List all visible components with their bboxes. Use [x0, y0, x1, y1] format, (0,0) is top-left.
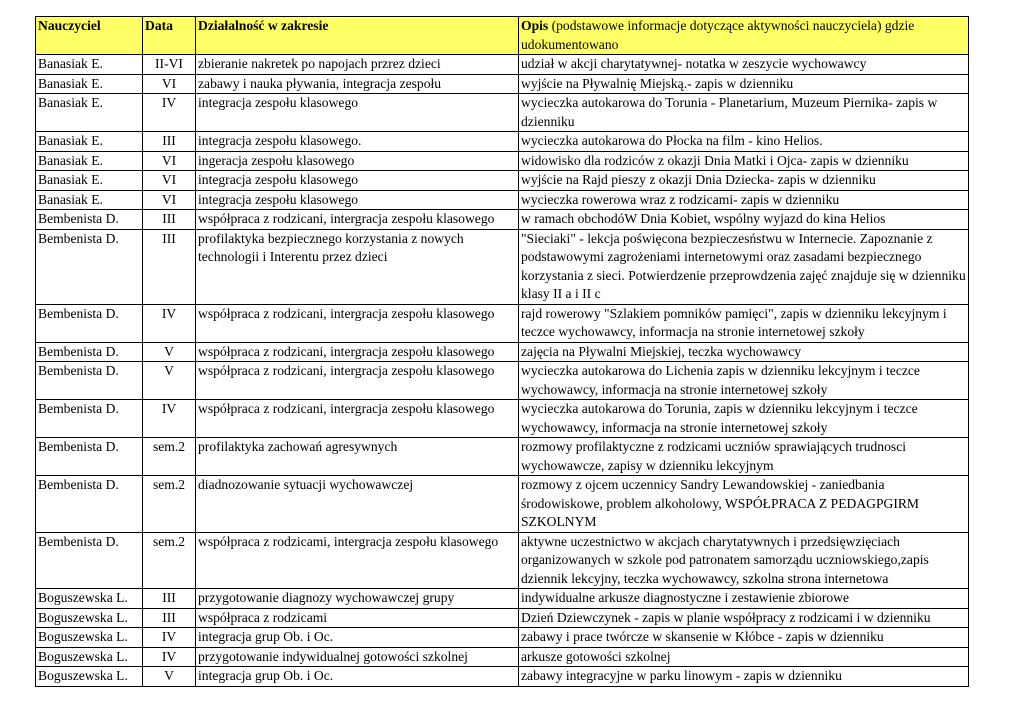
table-row — [36, 304, 969, 342]
cell-teacher: Bembenista D. — [36, 362, 143, 400]
cell-description: wycieczka autokarowa do Torunia - Planetarium, Muzeum Piernika- zapis w dzienniku — [519, 94, 969, 132]
header-description — [519, 17, 969, 55]
cell-activity: integracja zespołu klasowego. — [196, 132, 519, 152]
cell-description: wycieczka autokarowa do Lichenia zapis w dzienniku lekcyjnym i teczce wychowawcy, informacja na stronie internetowej szkoły — [519, 362, 969, 400]
cell-teacher: Boguszewska L. — [36, 589, 143, 609]
cell-description: zabawy integracyjne w parku linowym - zapis w dzienniku — [519, 667, 969, 687]
cell-activity: profilaktyka zachowań agresywnych — [196, 438, 519, 476]
cell-activity: współpraca z rodzicami, intergracja zespołu klasowego — [196, 532, 519, 589]
cell-date: VI — [143, 151, 196, 171]
cell-activity: integracja grup Ob. i Oc. — [196, 667, 519, 687]
cell-teacher: Bembenista D. — [36, 438, 143, 476]
cell-date: III — [143, 229, 196, 304]
cell-activity: integracja zespołu klasowego — [196, 190, 519, 210]
cell-description: wyjście na Pływalnię Miejską.- zapis w dzienniku — [519, 74, 969, 94]
table-row — [36, 229, 969, 304]
cell-date: III — [143, 210, 196, 230]
cell-description: rozmowy profilaktyczne z rodzicami uczniów sprawiających trudnosci wychowawcze, zapisy w dzienniku lekcyjnym — [519, 438, 969, 476]
cell-description: arkusze gotowości szkolnej — [519, 647, 969, 667]
table-row — [36, 647, 969, 667]
table-row — [36, 667, 969, 687]
cell-date: V — [143, 667, 196, 687]
table-row — [36, 210, 969, 230]
cell-teacher: Bembenista D. — [36, 304, 143, 342]
cell-activity: integracja zespołu klasowego — [196, 94, 519, 132]
cell-activity: przygotowanie diagnozy wychowawczej grupy — [196, 589, 519, 609]
cell-activity: integracja grup Ob. i Oc. — [196, 628, 519, 648]
cell-description: wycieczka autokarowa do Płocka na film - kino Helios. — [519, 132, 969, 152]
cell-date: III — [143, 589, 196, 609]
cell-date: IV — [143, 94, 196, 132]
table-row — [36, 628, 969, 648]
table-row — [36, 608, 969, 628]
cell-description: rajd rowerowy "Szlakiem pomników pamięci", zapis w dzienniku lekcyjnym i teczce wychowawcy, informacja na stronie internetowej szkoły — [519, 304, 969, 342]
table-row — [36, 476, 969, 533]
cell-date: sem.2 — [143, 532, 196, 589]
cell-teacher: Boguszewska L. — [36, 628, 143, 648]
cell-teacher: Bembenista D. — [36, 229, 143, 304]
table-row — [36, 171, 969, 191]
cell-teacher: Bembenista D. — [36, 532, 143, 589]
header-date: Data — [143, 17, 196, 55]
cell-date: II-VI — [143, 55, 196, 75]
table-row — [36, 438, 969, 476]
header-row — [36, 17, 969, 55]
cell-date: V — [143, 362, 196, 400]
cell-date: IV — [143, 647, 196, 667]
cell-activity: zbieranie nakretek po napojach przrez dzieci — [196, 55, 519, 75]
cell-date: VI — [143, 74, 196, 94]
table-row — [36, 151, 969, 171]
cell-activity: współpraca z rodzicani, intergracja zespołu klasowego — [196, 342, 519, 362]
cell-activity: współpraca z rodzicani, intergracja zespołu klasowego — [196, 210, 519, 230]
table-row — [36, 55, 969, 75]
cell-teacher: Boguszewska L. — [36, 647, 143, 667]
cell-date: V — [143, 342, 196, 362]
cell-date: IV — [143, 304, 196, 342]
cell-description: zajęcia na Pływalni Miejskiej, teczka wychowawcy — [519, 342, 969, 362]
cell-description: aktywne uczestnictwo w akcjach charytatywnych i przedsięwzięciach organizowanych w szkole pod patronatem samorządu uczniowskiego,zapis dziennik lekcyjny, teczka wychowawcy, szkolna strona internetowa — [519, 532, 969, 589]
cell-description: Dzień Dziewczynek - zapis w planie współpracy z rodzicami i w dzienniku — [519, 608, 969, 628]
table-row — [36, 532, 969, 589]
cell-description: udział w akcji charytatywnej- notatka w zeszycie wychowawcy — [519, 55, 969, 75]
cell-description: wycieczka rowerowa wraz z rodzicami- zapis w dzienniku — [519, 190, 969, 210]
cell-description: wyjście na Rajd pieszy z okazji Dnia Dziecka- zapis w dzienniku — [519, 171, 969, 191]
cell-teacher: Bembenista D. — [36, 342, 143, 362]
table-row — [36, 132, 969, 152]
cell-teacher: Banasiak E. — [36, 132, 143, 152]
cell-teacher: Banasiak E. — [36, 74, 143, 94]
cell-description: zabawy i prace twórcze w skansenie w Kłóbce - zapis w dzienniku — [519, 628, 969, 648]
cell-description: wycieczka autokarowa do Torunia, zapis w dzienniku lekcyjnym i teczce wychowawcy, informacja na stronie internetowej szkoły — [519, 400, 969, 438]
cell-date: sem.2 — [143, 476, 196, 533]
cell-date: VI — [143, 171, 196, 191]
header-description-rest: (podstawowe informacje dotyczące aktywności nauczyciela) gdzie udokumentowano — [521, 18, 915, 52]
table-row — [36, 362, 969, 400]
cell-date: sem.2 — [143, 438, 196, 476]
cell-date: III — [143, 132, 196, 152]
cell-teacher: Boguszewska L. — [36, 667, 143, 687]
header-description-bold: Opis — [521, 18, 549, 33]
cell-teacher: Banasiak E. — [36, 55, 143, 75]
cell-teacher: Bembenista D. — [36, 210, 143, 230]
header-activity: Działalność w zakresie — [196, 17, 519, 55]
cell-activity: diadnozowanie sytuacji wychowawczej — [196, 476, 519, 533]
cell-date: IV — [143, 628, 196, 648]
cell-date: III — [143, 608, 196, 628]
cell-activity: współpraca z rodzicani, intergracja zespołu klasowego — [196, 362, 519, 400]
cell-description: rozmowy z ojcem uczennicy Sandry Lewandowskiej - zaniedbania środowiskowe, problem alkoholowy, WSPÓŁPRACA Z PEDAGPGIRM SZKOLNYM — [519, 476, 969, 533]
cell-activity: przygotowanie indywidualnej gotowości szkolnej — [196, 647, 519, 667]
cell-description: indywidualne arkusze diagnostyczne i zestawienie zbiorowe — [519, 589, 969, 609]
cell-activity: współpraca z rodzicami — [196, 608, 519, 628]
activity-table — [35, 16, 969, 687]
cell-teacher: Banasiak E. — [36, 151, 143, 171]
cell-activity: współpraca z rodzicani, intergracja zespołu klasowego — [196, 400, 519, 438]
cell-teacher: Boguszewska L. — [36, 608, 143, 628]
cell-teacher: Bembenista D. — [36, 476, 143, 533]
header-teacher: Nauczyciel — [36, 17, 143, 55]
cell-activity: współpraca z rodzicani, intergracja zespołu klasowego — [196, 304, 519, 342]
cell-date: VI — [143, 190, 196, 210]
cell-description: "Sieciaki" - lekcja poświęcona bezpieczesństwu w Internecie. Zapoznanie z podstawowymi zagrożeniami internetowymi oraz zasadami bezpiecznego korzystania z sieci. Potwierdzenie przeprowdzenia zajęć znajduje się w dzienniku klasy II a i II c — [519, 229, 969, 304]
cell-teacher: Bembenista D. — [36, 400, 143, 438]
table-row — [36, 190, 969, 210]
cell-teacher: Banasiak E. — [36, 190, 143, 210]
table-row — [36, 589, 969, 609]
cell-teacher: Banasiak E. — [36, 171, 143, 191]
table-row — [36, 74, 969, 94]
cell-teacher: Banasiak E. — [36, 94, 143, 132]
cell-activity: profilaktyka bezpiecznego korzystania z nowych technologii i Interentu przez dzieci — [196, 229, 519, 304]
cell-activity: integracja zespołu klasowego — [196, 171, 519, 191]
cell-activity: ingeracja zespołu klasowego — [196, 151, 519, 171]
cell-date: IV — [143, 400, 196, 438]
table-row — [36, 400, 969, 438]
cell-activity: zabawy i nauka pływania, integracja zespołu — [196, 74, 519, 94]
table-row — [36, 342, 969, 362]
cell-description: w ramach obchodóW Dnia Kobiet, wspólny wyjazd do kina Helios — [519, 210, 969, 230]
table-row — [36, 94, 969, 132]
cell-description: widowisko dla rodziców z okazji Dnia Matki i Ojca- zapis w dzienniku — [519, 151, 969, 171]
